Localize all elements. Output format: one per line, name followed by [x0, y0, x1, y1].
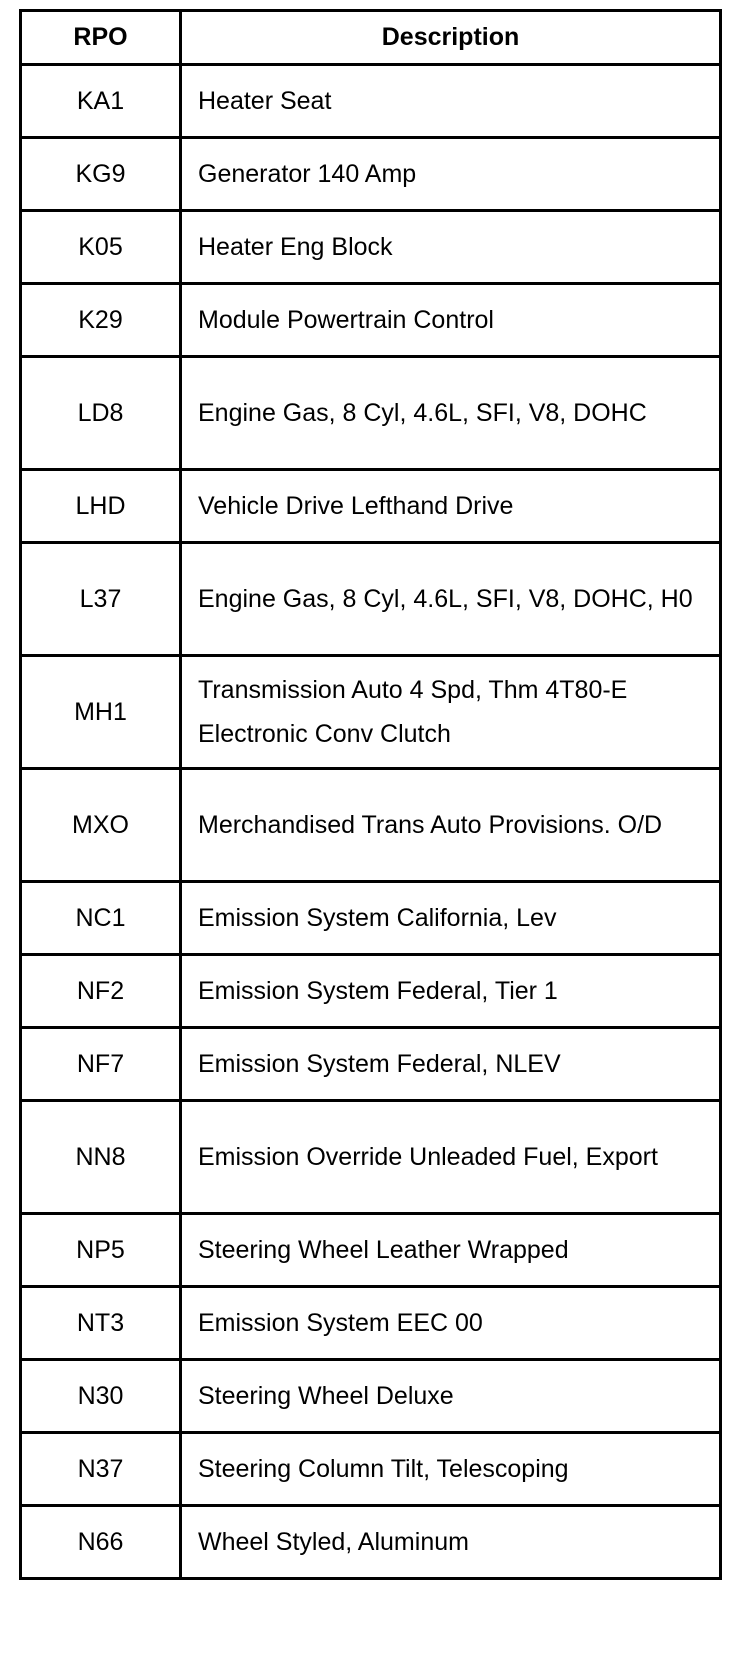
rpo-code-cell: N66 — [21, 1506, 181, 1579]
description-cell: Module Powertrain Control — [181, 284, 721, 357]
table-row — [21, 882, 721, 955]
rpo-code-cell: LHD — [21, 470, 181, 543]
description-cell: Emission System Federal, Tier 1 — [181, 955, 721, 1028]
description-cell: Engine Gas, 8 Cyl, 4.6L, SFI, V8, DOHC, H0 — [181, 543, 721, 656]
description-cell: Emission System Federal, NLEV — [181, 1028, 721, 1101]
rpo-code-cell: KA1 — [21, 65, 181, 138]
table-row — [21, 769, 721, 882]
description-cell: Wheel Styled, Aluminum — [181, 1506, 721, 1579]
table-row — [21, 357, 721, 470]
table-row — [21, 1028, 721, 1101]
description-cell: Heater Seat — [181, 65, 721, 138]
rpo-code-cell: MH1 — [21, 656, 181, 769]
table-row — [21, 1214, 721, 1287]
table-row — [21, 656, 721, 769]
description-column-header: Description — [181, 11, 721, 65]
table-row — [21, 543, 721, 656]
description-cell: Transmission Auto 4 Spd, Thm 4T80-E Electronic Conv Clutch — [181, 656, 721, 769]
table-row — [21, 138, 721, 211]
table-header-row — [21, 11, 721, 65]
rpo-code-cell: LD8 — [21, 357, 181, 470]
rpo-code-cell: NF2 — [21, 955, 181, 1028]
rpo-code-cell: L37 — [21, 543, 181, 656]
table-row — [21, 284, 721, 357]
table-row — [21, 1433, 721, 1506]
description-cell: Vehicle Drive Lefthand Drive — [181, 470, 721, 543]
rpo-table — [19, 9, 722, 1580]
description-cell: Emission System California, Lev — [181, 882, 721, 955]
table-row — [21, 470, 721, 543]
rpo-code-cell: K05 — [21, 211, 181, 284]
rpo-code-cell: N37 — [21, 1433, 181, 1506]
description-cell: Heater Eng Block — [181, 211, 721, 284]
description-cell: Generator 140 Amp — [181, 138, 721, 211]
table-row — [21, 1287, 721, 1360]
description-cell: Steering Wheel Leather Wrapped — [181, 1214, 721, 1287]
description-cell: Emission System EEC 00 — [181, 1287, 721, 1360]
rpo-code-cell: N30 — [21, 1360, 181, 1433]
table-row — [21, 211, 721, 284]
description-cell: Steering Wheel Deluxe — [181, 1360, 721, 1433]
rpo-code-cell: NP5 — [21, 1214, 181, 1287]
rpo-code-cell: NN8 — [21, 1101, 181, 1214]
description-cell: Engine Gas, 8 Cyl, 4.6L, SFI, V8, DOHC — [181, 357, 721, 470]
description-cell: Merchandised Trans Auto Provisions. O/D — [181, 769, 721, 882]
rpo-code-cell: NC1 — [21, 882, 181, 955]
rpo-code-cell: KG9 — [21, 138, 181, 211]
rpo-code-cell: NT3 — [21, 1287, 181, 1360]
rpo-column-header: RPO — [21, 11, 181, 65]
description-cell: Emission Override Unleaded Fuel, Export — [181, 1101, 721, 1214]
rpo-code-cell: MXO — [21, 769, 181, 882]
table-row — [21, 1101, 721, 1214]
table-row — [21, 955, 721, 1028]
rpo-code-cell: NF7 — [21, 1028, 181, 1101]
table-row — [21, 1360, 721, 1433]
rpo-code-cell: K29 — [21, 284, 181, 357]
table-row — [21, 1506, 721, 1579]
description-cell: Steering Column Tilt, Telescoping — [181, 1433, 721, 1506]
table-row — [21, 65, 721, 138]
